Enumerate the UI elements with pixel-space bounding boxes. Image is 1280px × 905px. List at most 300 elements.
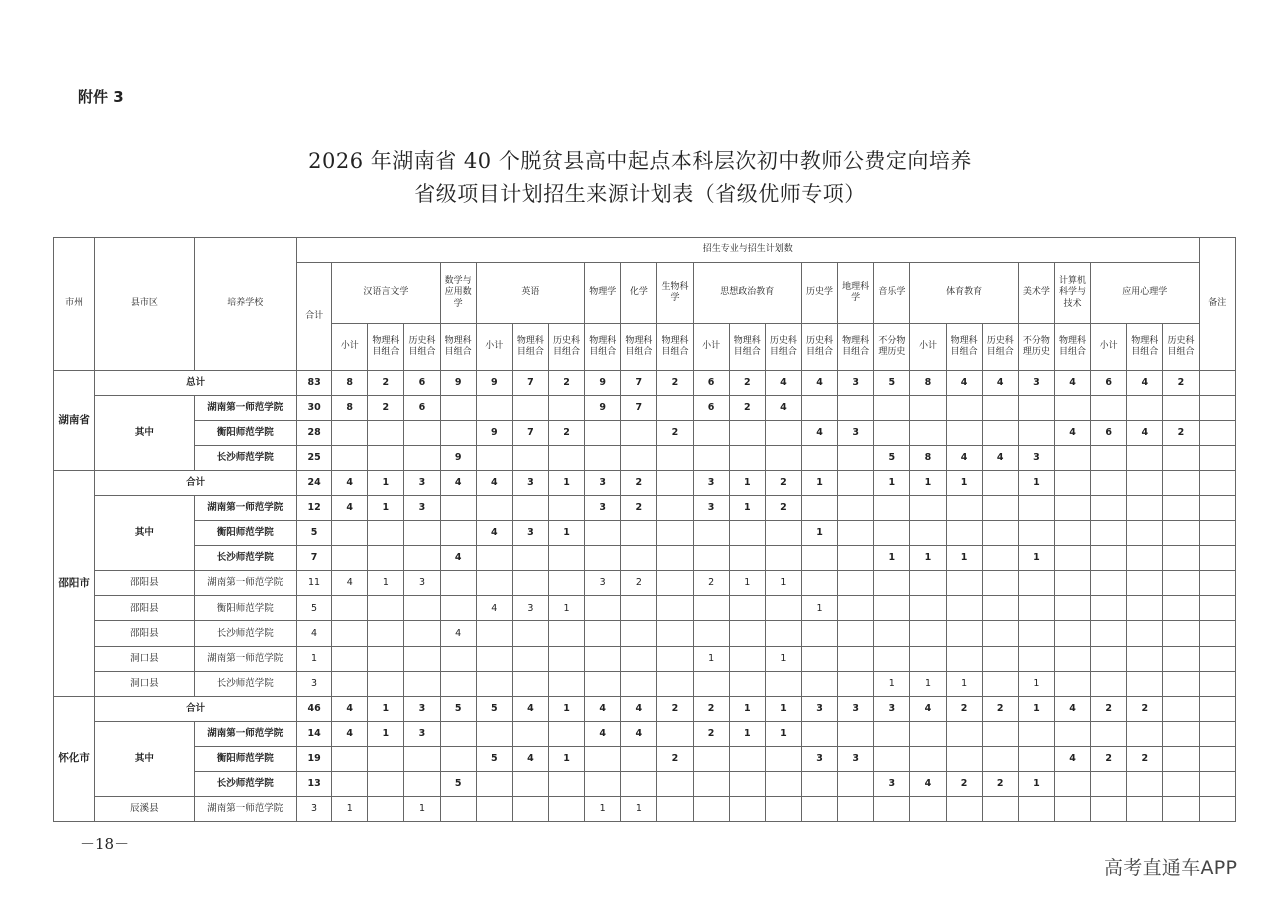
value-cell bbox=[621, 621, 657, 646]
total-cell: 1 bbox=[297, 646, 332, 671]
value-cell: 2 bbox=[693, 696, 729, 721]
value-cell bbox=[440, 596, 476, 621]
value-cell bbox=[1091, 546, 1127, 571]
value-cell: 5 bbox=[476, 696, 512, 721]
value-cell bbox=[621, 671, 657, 696]
value-cell bbox=[946, 721, 982, 746]
value-cell bbox=[585, 646, 621, 671]
value-cell: 4 bbox=[621, 696, 657, 721]
value-cell: 2 bbox=[1127, 696, 1163, 721]
value-cell bbox=[946, 421, 982, 446]
value-cell: 8 bbox=[332, 396, 368, 421]
value-cell bbox=[368, 621, 404, 646]
school-cell: 长沙师范学院 bbox=[194, 771, 296, 796]
county-cell: 其中 bbox=[95, 496, 194, 571]
value-cell bbox=[440, 396, 476, 421]
value-cell: 6 bbox=[693, 396, 729, 421]
value-cell bbox=[1127, 721, 1163, 746]
value-cell bbox=[1054, 446, 1090, 471]
value-cell bbox=[693, 446, 729, 471]
value-cell: 3 bbox=[585, 571, 621, 596]
value-cell: 1 bbox=[548, 596, 584, 621]
value-cell bbox=[982, 546, 1018, 571]
value-cell bbox=[1054, 671, 1090, 696]
value-cell bbox=[404, 421, 440, 446]
value-cell bbox=[404, 521, 440, 546]
value-cell: 3 bbox=[801, 746, 837, 771]
value-cell: 3 bbox=[838, 746, 874, 771]
value-cell bbox=[1054, 621, 1090, 646]
value-cell bbox=[982, 721, 1018, 746]
value-cell bbox=[1091, 521, 1127, 546]
value-cell bbox=[440, 796, 476, 821]
value-cell bbox=[1018, 721, 1054, 746]
remark-cell bbox=[1199, 496, 1235, 521]
value-cell: 1 bbox=[801, 596, 837, 621]
value-cell bbox=[693, 771, 729, 796]
county-cell: 邵阳县 bbox=[95, 571, 194, 596]
value-cell: 1 bbox=[368, 696, 404, 721]
table-row bbox=[54, 646, 1236, 671]
value-cell: 1 bbox=[729, 496, 765, 521]
value-cell bbox=[440, 671, 476, 696]
header-subcolumn: 不分物理历史 bbox=[1018, 324, 1054, 371]
header-subcolumn: 物理科目组合 bbox=[657, 324, 693, 371]
value-cell bbox=[657, 796, 693, 821]
header-subcolumn: 小计 bbox=[693, 324, 729, 371]
value-cell bbox=[1091, 771, 1127, 796]
value-cell bbox=[476, 771, 512, 796]
value-cell bbox=[440, 421, 476, 446]
header-subject: 体育教育 bbox=[910, 263, 1018, 324]
value-cell: 9 bbox=[476, 421, 512, 446]
school-cell: 湖南第一师范学院 bbox=[194, 721, 296, 746]
value-cell: 1 bbox=[368, 496, 404, 521]
value-cell: 4 bbox=[621, 721, 657, 746]
value-cell bbox=[1163, 496, 1199, 521]
value-cell bbox=[548, 546, 584, 571]
value-cell bbox=[693, 621, 729, 646]
value-cell: 2 bbox=[946, 696, 982, 721]
value-cell bbox=[657, 721, 693, 746]
value-cell bbox=[838, 521, 874, 546]
header-subcolumn: 物理科目组合 bbox=[512, 324, 548, 371]
value-cell: 1 bbox=[404, 796, 440, 821]
value-cell: 1 bbox=[548, 471, 584, 496]
header-subject: 英语 bbox=[476, 263, 584, 324]
value-cell bbox=[1163, 671, 1199, 696]
table-row bbox=[54, 496, 1236, 521]
value-cell: 4 bbox=[801, 371, 837, 396]
value-cell: 3 bbox=[693, 496, 729, 521]
header-subcolumn: 小计 bbox=[332, 324, 368, 371]
value-cell: 2 bbox=[765, 471, 801, 496]
total-cell: 30 bbox=[297, 396, 332, 421]
value-cell bbox=[657, 546, 693, 571]
value-cell bbox=[838, 621, 874, 646]
value-cell bbox=[982, 421, 1018, 446]
header-subcolumn: 物理科目组合 bbox=[838, 324, 874, 371]
value-cell bbox=[404, 596, 440, 621]
value-cell: 4 bbox=[585, 696, 621, 721]
table-row bbox=[54, 446, 1236, 471]
value-cell bbox=[657, 446, 693, 471]
county-cell: 洞口县 bbox=[95, 671, 194, 696]
value-cell: 1 bbox=[1018, 546, 1054, 571]
value-cell: 1 bbox=[946, 546, 982, 571]
value-cell bbox=[476, 496, 512, 521]
document-title-line2: 省级项目计划招生来源计划表（省级优师专项） bbox=[414, 182, 866, 206]
value-cell: 1 bbox=[1018, 471, 1054, 496]
value-cell bbox=[657, 496, 693, 521]
value-cell bbox=[657, 596, 693, 621]
table-row bbox=[54, 396, 1236, 421]
value-cell bbox=[1127, 471, 1163, 496]
value-cell: 4 bbox=[982, 446, 1018, 471]
school-cell: 湖南第一师范学院 bbox=[194, 646, 296, 671]
remark-cell bbox=[1199, 421, 1235, 446]
value-cell bbox=[621, 771, 657, 796]
value-cell bbox=[440, 571, 476, 596]
value-cell: 3 bbox=[874, 696, 910, 721]
value-cell bbox=[801, 446, 837, 471]
total-cell: 28 bbox=[297, 421, 332, 446]
value-cell bbox=[1018, 596, 1054, 621]
value-cell: 1 bbox=[801, 521, 837, 546]
value-cell: 3 bbox=[512, 471, 548, 496]
value-cell: 1 bbox=[585, 796, 621, 821]
value-cell: 4 bbox=[1054, 371, 1090, 396]
value-cell bbox=[693, 546, 729, 571]
value-cell bbox=[1054, 546, 1090, 571]
value-cell bbox=[1091, 446, 1127, 471]
value-cell: 1 bbox=[729, 571, 765, 596]
school-cell: 长沙师范学院 bbox=[194, 621, 296, 646]
value-cell bbox=[838, 396, 874, 421]
value-cell bbox=[404, 746, 440, 771]
value-cell bbox=[946, 496, 982, 521]
value-cell bbox=[621, 421, 657, 446]
value-cell: 4 bbox=[910, 771, 946, 796]
value-cell bbox=[910, 396, 946, 421]
value-cell bbox=[1127, 646, 1163, 671]
value-cell bbox=[765, 671, 801, 696]
value-cell: 1 bbox=[910, 671, 946, 696]
table-row bbox=[54, 546, 1236, 571]
header-subject: 汉语言文学 bbox=[332, 263, 440, 324]
value-cell bbox=[621, 646, 657, 671]
value-cell bbox=[765, 621, 801, 646]
value-cell: 1 bbox=[910, 471, 946, 496]
value-cell bbox=[1018, 496, 1054, 521]
value-cell: 4 bbox=[332, 721, 368, 746]
value-cell bbox=[332, 521, 368, 546]
value-cell bbox=[332, 546, 368, 571]
value-cell bbox=[910, 521, 946, 546]
value-cell: 1 bbox=[1018, 771, 1054, 796]
value-cell: 9 bbox=[585, 371, 621, 396]
remark-cell bbox=[1199, 721, 1235, 746]
header-subcolumn: 历史科目组合 bbox=[801, 324, 837, 371]
value-cell bbox=[874, 571, 910, 596]
value-cell bbox=[729, 796, 765, 821]
value-cell bbox=[729, 621, 765, 646]
value-cell bbox=[1018, 521, 1054, 546]
header-subcolumn: 物理科目组合 bbox=[729, 324, 765, 371]
value-cell bbox=[440, 496, 476, 521]
value-cell bbox=[1091, 621, 1127, 646]
document-title-line1: 2026 年湖南省 40 个脱贫县高中起点本科层次初中教师公费定向培养 bbox=[308, 149, 972, 173]
value-cell: 4 bbox=[440, 471, 476, 496]
value-cell bbox=[404, 771, 440, 796]
value-cell: 4 bbox=[512, 746, 548, 771]
value-cell bbox=[1127, 771, 1163, 796]
header-subject: 思想政治教育 bbox=[693, 263, 801, 324]
value-cell bbox=[693, 421, 729, 446]
total-cell: 83 bbox=[297, 371, 332, 396]
value-cell: 5 bbox=[440, 771, 476, 796]
value-cell bbox=[1127, 521, 1163, 546]
value-cell bbox=[1018, 621, 1054, 646]
value-cell: 2 bbox=[657, 696, 693, 721]
value-cell: 3 bbox=[838, 371, 874, 396]
value-cell bbox=[765, 546, 801, 571]
value-cell bbox=[910, 796, 946, 821]
value-cell bbox=[838, 496, 874, 521]
header-subcolumn: 物理科目组合 bbox=[440, 324, 476, 371]
value-cell bbox=[476, 446, 512, 471]
value-cell: 4 bbox=[476, 521, 512, 546]
remark-cell bbox=[1199, 546, 1235, 571]
value-cell: 5 bbox=[874, 446, 910, 471]
value-cell: 1 bbox=[765, 721, 801, 746]
value-cell bbox=[512, 621, 548, 646]
table-row bbox=[54, 621, 1236, 646]
value-cell bbox=[1054, 596, 1090, 621]
value-cell bbox=[801, 721, 837, 746]
value-cell bbox=[548, 671, 584, 696]
value-cell: 4 bbox=[440, 621, 476, 646]
value-cell: 7 bbox=[512, 371, 548, 396]
value-cell: 3 bbox=[404, 696, 440, 721]
value-cell bbox=[982, 471, 1018, 496]
value-cell bbox=[1127, 396, 1163, 421]
value-cell bbox=[729, 671, 765, 696]
value-cell: 1 bbox=[548, 696, 584, 721]
value-cell bbox=[1163, 396, 1199, 421]
value-cell: 1 bbox=[765, 646, 801, 671]
value-cell bbox=[512, 396, 548, 421]
remark-cell bbox=[1199, 371, 1235, 396]
table-row bbox=[54, 596, 1236, 621]
value-cell bbox=[910, 421, 946, 446]
value-cell bbox=[657, 621, 693, 646]
table-row bbox=[54, 796, 1236, 821]
value-cell: 4 bbox=[765, 371, 801, 396]
value-cell bbox=[1054, 796, 1090, 821]
school-cell: 长沙师范学院 bbox=[194, 446, 296, 471]
header-remark: 备注 bbox=[1199, 238, 1235, 371]
value-cell bbox=[874, 796, 910, 821]
value-cell: 9 bbox=[585, 396, 621, 421]
value-cell: 4 bbox=[946, 446, 982, 471]
value-cell bbox=[1163, 571, 1199, 596]
header-subcolumn: 物理科目组合 bbox=[585, 324, 621, 371]
remark-cell bbox=[1199, 696, 1235, 721]
value-cell bbox=[368, 521, 404, 546]
value-cell bbox=[404, 546, 440, 571]
value-cell bbox=[512, 646, 548, 671]
value-cell: 7 bbox=[621, 396, 657, 421]
value-cell: 1 bbox=[801, 471, 837, 496]
value-cell bbox=[1054, 396, 1090, 421]
value-cell: 2 bbox=[657, 371, 693, 396]
value-cell bbox=[548, 721, 584, 746]
total-cell: 13 bbox=[297, 771, 332, 796]
value-cell bbox=[657, 521, 693, 546]
value-cell: 4 bbox=[440, 546, 476, 571]
county-cell: 其中 bbox=[95, 721, 194, 796]
value-cell bbox=[765, 421, 801, 446]
header-subject: 美术学 bbox=[1018, 263, 1054, 324]
value-cell: 1 bbox=[368, 721, 404, 746]
value-cell bbox=[1127, 496, 1163, 521]
header-subject: 生物科学 bbox=[657, 263, 693, 324]
header-subject: 化学 bbox=[621, 263, 657, 324]
school-cell: 衡阳师范学院 bbox=[194, 746, 296, 771]
value-cell: 3 bbox=[512, 521, 548, 546]
header-subcolumn: 小计 bbox=[1091, 324, 1127, 371]
value-cell: 4 bbox=[982, 371, 1018, 396]
value-cell bbox=[693, 796, 729, 821]
value-cell: 1 bbox=[368, 471, 404, 496]
value-cell bbox=[801, 771, 837, 796]
school-cell: 衡阳师范学院 bbox=[194, 521, 296, 546]
value-cell bbox=[946, 646, 982, 671]
value-cell: 4 bbox=[765, 396, 801, 421]
value-cell bbox=[332, 596, 368, 621]
value-cell bbox=[1163, 646, 1199, 671]
value-cell bbox=[1091, 496, 1127, 521]
value-cell bbox=[1018, 396, 1054, 421]
value-cell: 2 bbox=[765, 496, 801, 521]
value-cell bbox=[765, 796, 801, 821]
table-row bbox=[54, 471, 1236, 496]
value-cell bbox=[874, 496, 910, 521]
value-cell: 2 bbox=[1163, 371, 1199, 396]
value-cell: 1 bbox=[874, 471, 910, 496]
header-subcolumn: 小计 bbox=[910, 324, 946, 371]
remark-cell bbox=[1199, 621, 1235, 646]
value-cell bbox=[657, 771, 693, 796]
value-cell: 1 bbox=[1018, 671, 1054, 696]
value-cell bbox=[1127, 571, 1163, 596]
value-cell bbox=[838, 796, 874, 821]
summary-label: 总计 bbox=[95, 371, 297, 396]
value-cell bbox=[1054, 521, 1090, 546]
remark-cell bbox=[1199, 521, 1235, 546]
value-cell bbox=[1054, 471, 1090, 496]
value-cell bbox=[404, 671, 440, 696]
value-cell: 4 bbox=[476, 471, 512, 496]
header-subcolumn: 历史科目组合 bbox=[404, 324, 440, 371]
value-cell: 9 bbox=[476, 371, 512, 396]
value-cell: 1 bbox=[548, 746, 584, 771]
value-cell bbox=[585, 621, 621, 646]
value-cell: 7 bbox=[621, 371, 657, 396]
value-cell bbox=[512, 546, 548, 571]
value-cell bbox=[476, 671, 512, 696]
value-cell bbox=[368, 446, 404, 471]
value-cell: 4 bbox=[1054, 696, 1090, 721]
value-cell bbox=[621, 746, 657, 771]
value-cell bbox=[874, 721, 910, 746]
value-cell: 1 bbox=[729, 471, 765, 496]
header-total: 合计 bbox=[297, 263, 332, 371]
total-cell: 3 bbox=[297, 671, 332, 696]
value-cell bbox=[1163, 746, 1199, 771]
school-cell: 衡阳师范学院 bbox=[194, 421, 296, 446]
value-cell bbox=[982, 521, 1018, 546]
value-cell: 4 bbox=[332, 571, 368, 596]
value-cell: 3 bbox=[404, 721, 440, 746]
value-cell bbox=[729, 446, 765, 471]
value-cell bbox=[476, 571, 512, 596]
value-cell: 4 bbox=[476, 596, 512, 621]
value-cell bbox=[476, 646, 512, 671]
county-cell: 邵阳县 bbox=[95, 621, 194, 646]
table-row bbox=[54, 746, 1236, 771]
value-cell: 2 bbox=[621, 496, 657, 521]
value-cell: 1 bbox=[765, 696, 801, 721]
value-cell bbox=[982, 796, 1018, 821]
remark-cell bbox=[1199, 771, 1235, 796]
watermark: 高考直通车APP bbox=[1104, 857, 1238, 879]
value-cell bbox=[874, 621, 910, 646]
remark-cell bbox=[1199, 396, 1235, 421]
value-cell: 7 bbox=[512, 421, 548, 446]
value-cell bbox=[693, 671, 729, 696]
value-cell bbox=[801, 546, 837, 571]
value-cell bbox=[440, 521, 476, 546]
value-cell bbox=[1018, 646, 1054, 671]
summary-label: 合计 bbox=[95, 696, 297, 721]
value-cell bbox=[332, 421, 368, 446]
value-cell bbox=[765, 446, 801, 471]
value-cell bbox=[946, 571, 982, 596]
value-cell bbox=[838, 721, 874, 746]
value-cell bbox=[548, 571, 584, 596]
value-cell bbox=[729, 521, 765, 546]
value-cell: 4 bbox=[801, 421, 837, 446]
value-cell bbox=[1091, 671, 1127, 696]
value-cell: 9 bbox=[440, 371, 476, 396]
value-cell bbox=[368, 771, 404, 796]
value-cell bbox=[585, 521, 621, 546]
value-cell bbox=[874, 596, 910, 621]
school-cell: 湖南第一师范学院 bbox=[194, 496, 296, 521]
county-cell: 洞口县 bbox=[95, 646, 194, 671]
value-cell bbox=[1091, 571, 1127, 596]
value-cell: 2 bbox=[729, 396, 765, 421]
value-cell bbox=[838, 596, 874, 621]
value-cell: 2 bbox=[693, 571, 729, 596]
value-cell bbox=[1054, 496, 1090, 521]
value-cell bbox=[512, 571, 548, 596]
total-cell: 46 bbox=[297, 696, 332, 721]
value-cell bbox=[512, 721, 548, 746]
header-subject: 计算机科学与技术 bbox=[1054, 263, 1090, 324]
